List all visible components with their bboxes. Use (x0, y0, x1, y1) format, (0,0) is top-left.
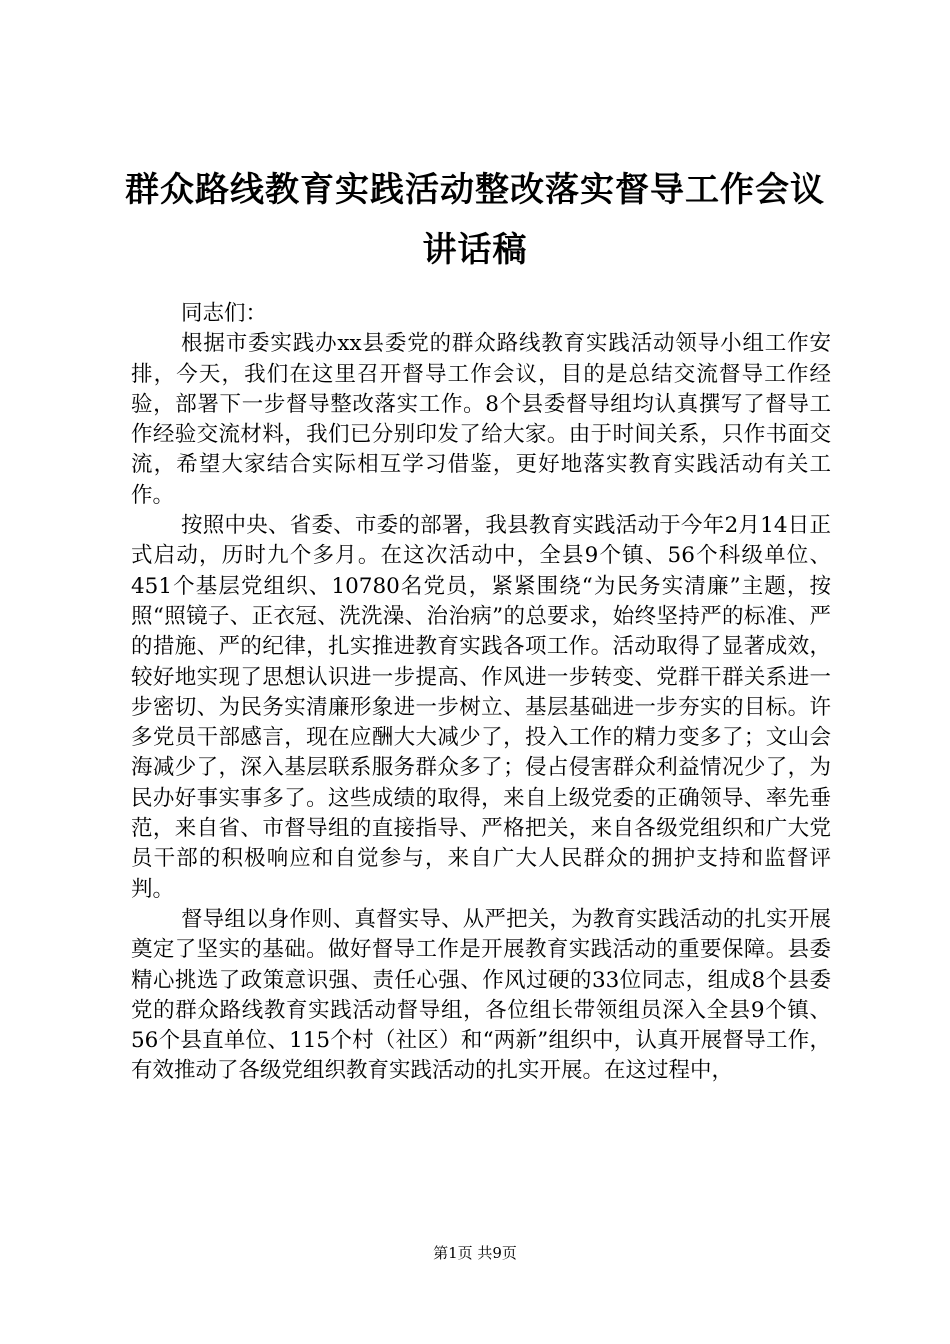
salutation: 同志们： (181, 301, 268, 326)
title-line-1: 群众路线教育实践活动整改落实督导工作会议 (125, 170, 825, 210)
document-title (110, 160, 840, 280)
page-footer (0, 1243, 950, 1263)
page-number: 第1页 共9页 (433, 1244, 517, 1262)
document-body (131, 299, 831, 1087)
paragraph-1: 根据市委实践办xx县委党的群众路线教育实践活动领导小组工作安排，今天，我们在这里召开督导工作会议，目的是总结交流督导工作经验，部署下一步督导整改落实工作。8个县委督导组均认真撰写了督导工作经验交流材料，我们已分别印发了给大家。由于时间关系，只作书面交流，希望大家结合实际相互学习借鉴，更好地落实教育实践活动有关工作。 (131, 331, 831, 508)
paragraph-3: 督导组以身作则、真督实导、从严把关，为教育实践活动的扎实开展奠定了坚实的基础。做好督导工作是开展教育实践活动的重要保障。县委精心挑选了政策意识强、责任心强、作风过硬的33位同志，组成8个县委党的群众路线教育实践活动督导组，各位组长带领组员深入全县9个镇、56个县直单位、115个村（社区）和“两新”组织中，认真开展督导工作，有效推动了各级党组织教育实践活动的扎实开展。在这过程中， (131, 906, 831, 1084)
paragraph-2: 按照中央、省委、市委的部署，我县教育实践活动于今年2月14日正式启动，历时九个多月。在这次活动中，全县9个镇、56个科级单位、451个基层党组织、10780名党员，紧紧围绕“为民务实清廉”主题，按照“照镜子、正衣冠、洗洗澡、治治病”的总要求，始终坚持严的标准、严的措施、严的纪律，扎实推进教育实践各项工作。活动取得了显著成效，较好地实现了思想认识进一步提高、作风进一步转变、党群干群关系进一步密切、为民务实清廉形象进一步树立、基层基础进一步夯实的目标。许多党员干部感言，现在应酬大大减少了，投入工作的精力变多了；文山会海减少了，深入基层联系服务群众多了；侵占侵害群众利益情况少了，为民办好事实事多了。这些成绩的取得，来自上级党委的正确领导、率先垂范，来自省、市督导组的直接指导、严格把关，来自各级党组织和广大党员干部的积极响应和自觉参与，来自广大人民群众的拥护支持和监督评判。 (131, 513, 831, 902)
title-line-2: 讲话稿 (422, 230, 528, 270)
